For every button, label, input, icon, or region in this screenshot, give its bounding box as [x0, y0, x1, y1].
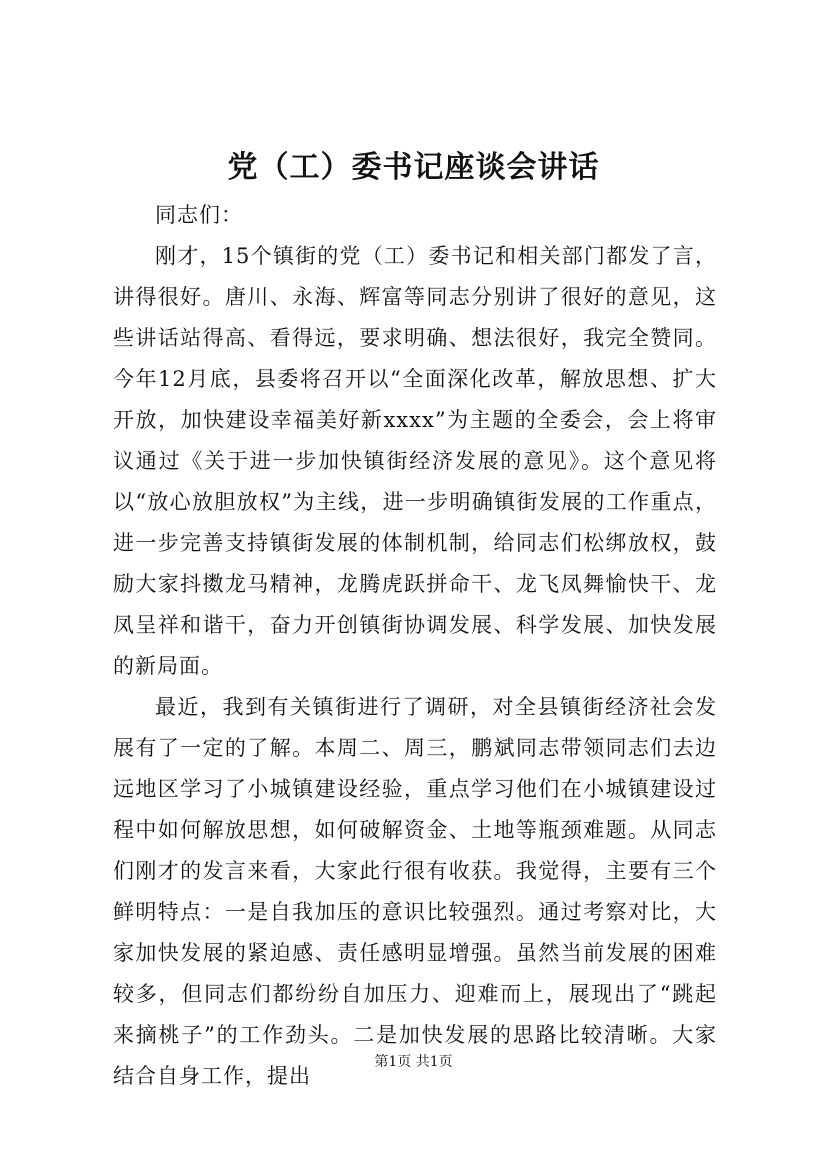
- document-title: 党（工）委书记座谈会讲话: [227, 150, 600, 185]
- paragraph-2: 最近，我到有关镇街进行了调研，对全县镇街经济社会发展有了一定的了解。本周二、周三，鹏斌同志带领同志们去边远地区学习了小城镇建设经验，重点学习他们在小城镇建设过程中如何解放思想，如何破解资金、土地等瓶颈难题。从同志们刚才的发言来看，大家此行很有收获。我觉得，主要有三个鲜明特点：一是自我加压的意识比较强烈。通过考察对比，大家加快发展的紧迫感、责任感明显增强。虽然当前发展的困难较多，但同志们都纷纷自加压力、迎难而上，展现出了“跳起来摘桃子”的工作劲头。二是加快发展的思路比较清晰。大家结合自身工作，提出: [113, 695, 717, 1088]
- paragraph-1: 刚才，15个镇街的党（工）委书记和相关部门都发了言，讲得很好。唐川、永海、辉富等同志分别讲了很好的意见，这些讲话站得高、看得远，要求明确、想法很好，我完全赞同。今年12月底，县委将召开以“全面深化改革，解放思想、扩大开放，加快建设幸福美好新xxxx”为主题的全委会，会上将审议通过《关于进一步加快镇街经济发展的意见》。这个意见将以“放心放胆放权”为主线，进一步明确镇街发展的工作重点，进一步完善支持镇街发展的体制机制，给同志们松绑放权，鼓励大家抖擞龙马精神，龙腾虎跃拼命干、龙飞凤舞愉快干、龙凤呈祥和谐干，奋力开创镇街协调发展、科学发展、加快发展的新局面。: [113, 244, 717, 678]
- page-footer: 第1页 共1页: [374, 1054, 453, 1070]
- paragraph-salutation: 同志们：: [155, 203, 243, 227]
- document-body: [113, 195, 717, 1097]
